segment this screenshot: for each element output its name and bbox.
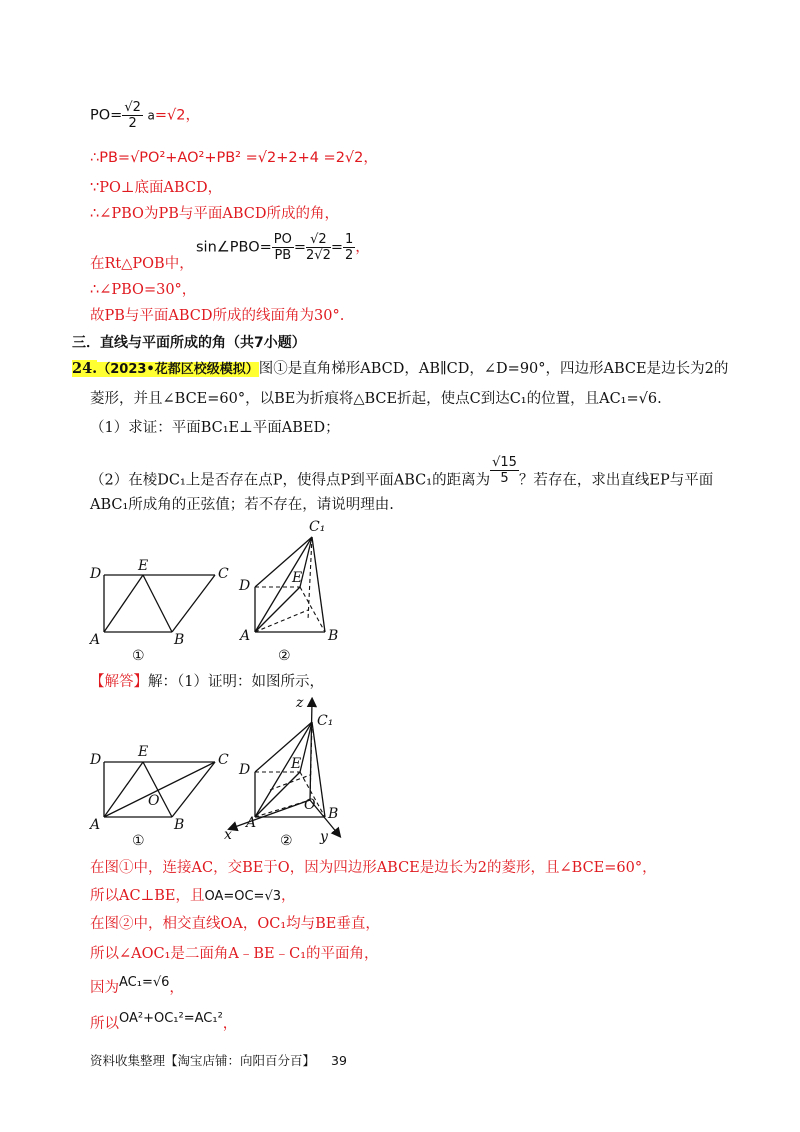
answer-line-2: 所以AC⊥BE，且OA=OC=√3， [90,888,296,904]
fig1-caption: ① [132,648,145,664]
fig1-label-d: D [90,566,102,582]
fig1-label-c: C [218,566,229,582]
angle-line: ∴∠PBO为PB与平面ABCD所成的角， [90,206,339,222]
answer-intro-line: 【解答】解：（1）证明：如图所示， [90,674,324,690]
fig4-label-b: B [328,806,339,822]
fig2-label-b: B [328,628,339,644]
problem-part-2-cont: ABC₁所成角的正弦值；若不存在，请说明理由. [90,497,394,513]
fig3-label-b: B [174,817,185,833]
fig1-label-b: B [174,632,185,648]
fig2-caption: ② [278,648,291,664]
po-line: PO= $\frac{√2}{2}$ a=√2， [90,100,200,131]
section-heading: 三．直线与平面所成的角（共7小题） [72,335,306,351]
fig4-caption: ② [280,833,293,849]
answer-line-3: 在图②中，相交直线OA，OC₁均与BE垂直， [90,916,380,932]
fig4-label-o: O [304,797,316,813]
po-a: a [147,108,155,123]
fig3-label-o: O [148,793,160,809]
fig2-label-d: D [239,578,251,594]
fig1-label-e: E [138,558,149,574]
fig2-label-c1: C₁ [309,519,326,535]
perp-line: ∵PO⊥底面ABCD， [90,180,223,196]
po-result: =√2 [154,107,186,124]
rt-line: 在Rt△POB中， [90,256,194,272]
fig4-label-e: E [291,756,302,772]
fig3-label-e: E [138,744,149,760]
fig3-caption: ① [132,833,145,849]
answer-line-5: 因为AC₁=√6， [90,975,184,996]
answer-label: 【解答】 [90,674,148,690]
problem-line-2: 菱形，并且∠BCE=60°，以BE为折痕将△BCE折起，使点C到达C₁的位置，且AC₁=√6. [90,391,662,407]
problem-source: （2023•花都区校级模拟） [97,362,259,377]
fig2-label-a: A [240,628,251,644]
fig4-label-d: D [239,762,251,778]
po-eq: PO= [90,107,123,124]
conclusion: 故PB与平面ABCD所成的线面角为30°. [90,308,345,324]
answer-line-1: 在图①中，连接AC，交BE于O，因为四边形ABCE是边长为2的菱形，且∠BCE=60°， [90,860,657,876]
problem-line-1: 24.（2023•花都区校级模拟）图①是直角梯形ABCD，AB∥CD，∠D=90°，四边形ABCE是边长为2的 [72,360,729,377]
angle-value: ∴∠PBO=30°， [90,282,197,298]
fig4-label-c1: C₁ [317,713,334,729]
fig1-label-a: A [90,632,101,648]
answer-line-4: 所以∠AOC₁是二面角A﹣BE﹣C₁的平面角， [90,946,379,962]
sin-formula: sin∠PBO= $\frac{PO}{PB}$ = $\frac{√2}{2√2}$ = $\frac{1}{2}$ ， [196,232,370,263]
footer-text: 资料收集整理【淘宝店铺：向阳百分百】 [90,1053,316,1068]
fig3-label-d: D [90,752,102,768]
fig4-label-x: x [224,827,232,843]
problem-number: 24. [72,360,98,377]
fig3-label-a: A [90,817,101,833]
fig3-label-c: C [218,752,229,768]
po-frac: $\frac{√2}{2}$ [124,100,141,131]
fig2-label-e: E [292,570,303,586]
pb-line: ∴PB=√PO²+AO²+PB² =√2+2+4 =2√2， [90,150,378,166]
problem-part-1: （1）求证：平面BC₁E⊥平面ABED； [90,420,340,436]
page-number: 39 [331,1053,347,1068]
page-footer [90,1051,347,1069]
answer-line-6: 所以OA²+OC₁²=AC₁²， [90,1011,238,1032]
problem-part-2: （2）在棱DC₁上是否存在点P，使得点P到平面ABC₁的距离为 $\frac{√15}{5}$ ？若存在，求出直线EP与平面 [90,455,714,489]
fig4-label-y: y [320,829,328,845]
fig4-label-z: z [296,695,304,711]
fig4-label-a: A [246,815,257,831]
